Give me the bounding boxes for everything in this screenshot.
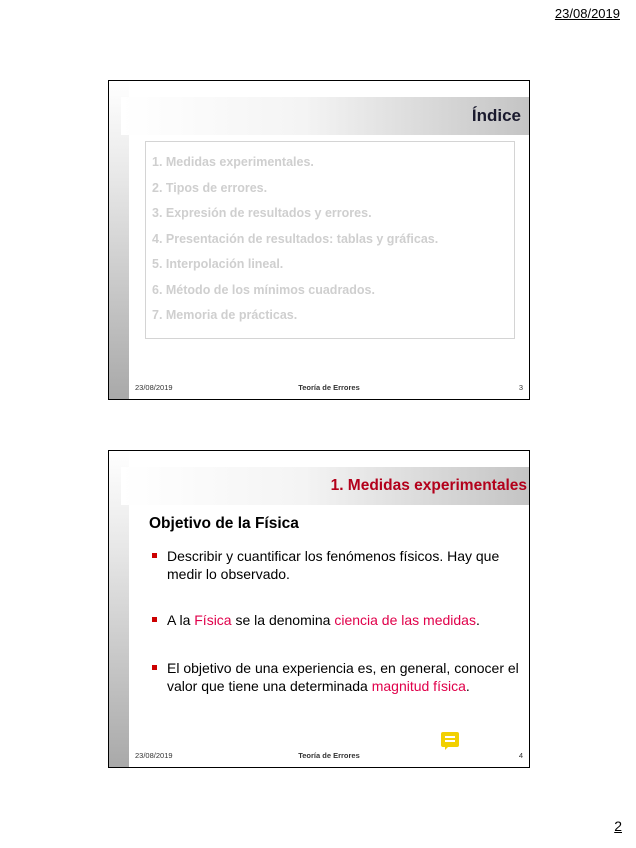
- bullet-text: se la denomina: [231, 612, 335, 628]
- footer-title: Teoría de Errores: [298, 751, 360, 760]
- slide-subtitle: Objetivo de la Física: [149, 515, 299, 532]
- footer-slide-number: 3: [518, 383, 523, 392]
- bullet-text: .: [475, 612, 480, 628]
- footer-date: 23/08/2019: [135, 751, 173, 760]
- toc-item: 5. Interpolación lineal.: [152, 257, 284, 271]
- footer-slide-number: 4: [518, 751, 523, 760]
- bullet-text: Describir y cuantificar los fenómenos físicos. Hay que medir lo observado.: [167, 548, 500, 582]
- slide-footer: [135, 383, 523, 395]
- slide-footer: [135, 751, 523, 763]
- toc-item: 6. Método de los mínimos cuadrados.: [152, 282, 375, 297]
- toc-item: 3. Expresión de resultados y errores.: [152, 206, 372, 220]
- slide-title: Índice: [121, 97, 529, 135]
- slide-medidas: [108, 450, 530, 768]
- toc-item: 1. Medidas experimentales.: [152, 155, 314, 169]
- toc-list: [146, 142, 514, 329]
- slide-title: 1. Medidas experimentales: [121, 467, 529, 505]
- bullet-text: A la: [167, 612, 195, 628]
- page-number: 2: [614, 818, 622, 834]
- bullet-item: [149, 611, 519, 629]
- highlight-text: Física: [194, 612, 232, 628]
- footer-date: 23/08/2019: [135, 383, 173, 392]
- bullet-text: El objetivo de una experiencia es, en general, conocer el valor que tiene una determinada: [167, 660, 519, 694]
- bullet-list: [149, 547, 519, 695]
- toc-item: 7. Memoria de prácticas.: [152, 308, 298, 322]
- bullet-item: [149, 659, 519, 695]
- toc-box: [145, 141, 515, 339]
- bullet-item: [149, 547, 519, 583]
- comment-note-icon[interactable]: [441, 732, 459, 747]
- highlight-text: ciencia de las medidas: [334, 612, 476, 628]
- footer-title: Teoría de Errores: [298, 383, 360, 392]
- highlight-text: magnitud física: [371, 678, 466, 694]
- toc-item: 4. Presentación de resultados: tablas y gráficas.: [152, 231, 439, 246]
- toc-item: 2. Tipos de errores.: [152, 180, 268, 195]
- slide-indice: [108, 80, 530, 400]
- bullet-text: .: [465, 678, 470, 694]
- page-date: 23/08/2019: [554, 6, 620, 21]
